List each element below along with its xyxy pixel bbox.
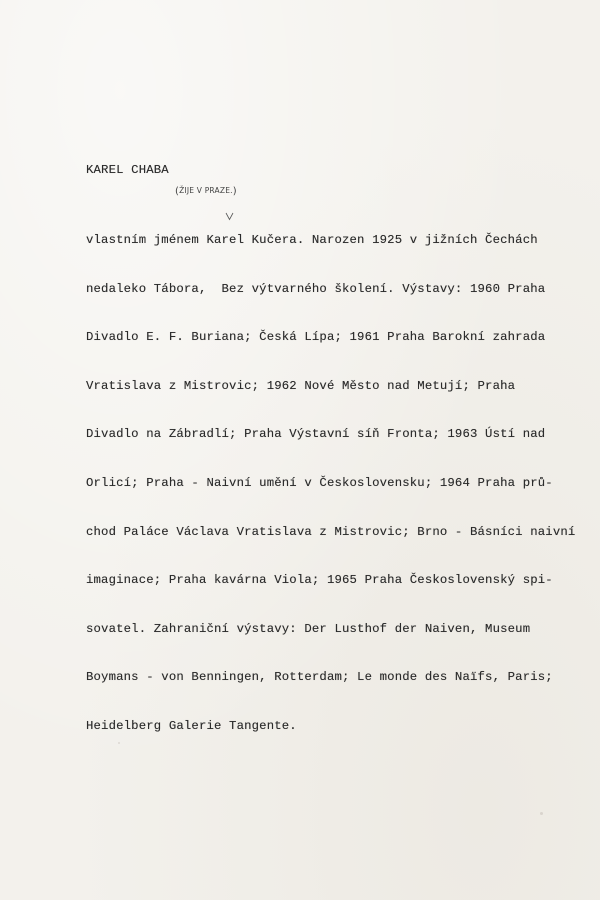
document-body	[86, 202, 575, 765]
annotation-text: ŽIJE V PRAZE.	[179, 186, 233, 195]
paper-speck	[540, 812, 543, 815]
handwritten-annotation	[175, 186, 237, 197]
body-line: Heidelberg Galerie Tangente.	[86, 718, 297, 733]
body-line: vlastním jménem Karel Kučera. Narozen 1925 v jižních Čechách	[86, 233, 538, 247]
paper-speck	[372, 626, 374, 628]
document-heading: KAREL CHABA	[86, 163, 169, 177]
body-line: sovatel. Zahraniční výstavy: Der Lusthof der Naiven, Museum	[86, 621, 531, 636]
body-line: chod Paláce Václava Vratislava z Mistrovic; Brno - Básníci naivní	[86, 524, 576, 539]
body-line: Boymans - von Benningen, Rotterdam; Le monde des Naïfs, Paris;	[86, 670, 553, 685]
annotation-close-bracket: )	[232, 186, 237, 197]
body-line: Divadlo E. F. Buriana; Česká Lípa; 1961 Praha Barokní zahrada	[86, 330, 546, 345]
paper-speck	[118, 742, 120, 744]
body-line: nedaleko Tábora, Bez výtvarného školení. Výstavy: 1960 Praha	[86, 281, 546, 296]
body-line: Orlicí; Praha - Naivní umění v Československu; 1964 Praha prů-	[86, 475, 553, 490]
body-line: Divadlo na Zábradlí; Praha Výstavní síň Fronta; 1963 Ústí nad	[86, 427, 546, 442]
body-line: Vratislava z Mistrovic; 1962 Nové Město nad Metují; Praha	[86, 378, 516, 393]
annotation-open-bracket: (	[175, 186, 180, 197]
body-line: imaginace; Praha kavárna Viola; 1965 Praha Československý spi-	[86, 573, 553, 588]
